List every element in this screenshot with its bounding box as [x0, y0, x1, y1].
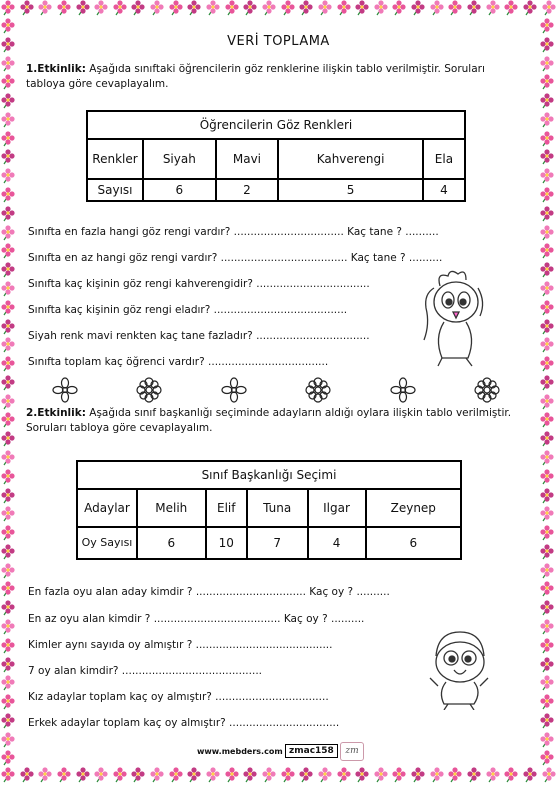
page-border-bottom: [0, 767, 557, 785]
border-flower-icon: [0, 619, 16, 635]
eye-count-cell: 4: [423, 179, 465, 201]
border-flower-icon: [112, 0, 128, 16]
border-flower-icon: [0, 225, 16, 241]
border-flower-icon: [539, 225, 555, 241]
border-flower-icon: [539, 488, 555, 504]
border-flower-icon: [0, 337, 16, 353]
border-flower-icon: [224, 0, 240, 16]
election-table-row-header-votes: Oy Sayısı: [77, 527, 137, 559]
border-flower-icon: [205, 767, 221, 783]
border-flower-icon: [0, 450, 16, 466]
eye-color-cell: Ela: [423, 139, 465, 179]
border-flower-icon: [0, 0, 16, 16]
border-flower-icon: [539, 56, 555, 72]
border-flower-icon: [541, 767, 557, 783]
border-flower-icon: [298, 767, 314, 783]
chick-illustration: [420, 268, 492, 368]
border-flower-icon: [429, 0, 445, 16]
border-flower-icon: [0, 56, 16, 72]
border-flower-icon: [391, 0, 407, 16]
border-flower-icon: [0, 544, 16, 560]
border-flower-icon: [447, 0, 463, 16]
activity1-instructions: [26, 62, 516, 92]
border-flower-icon: [0, 431, 16, 447]
border-flower-icon: [373, 767, 389, 783]
question-line: En fazla oyu alan aday kimdir ? ................................. Kaç oy ? ..........: [28, 586, 390, 598]
border-flower-icon: [37, 0, 53, 16]
border-flower-icon: [0, 469, 16, 485]
border-flower-icon: [539, 187, 555, 203]
question-line: Sınıfta en fazla hangi göz rengi vardır? ................................. Kaç tane ? ..........: [28, 226, 439, 238]
border-flower-icon: [539, 149, 555, 165]
question-line: Siyah renk mavi renkten kaç tane fazladır? ..................................: [28, 330, 370, 342]
border-flower-icon: [539, 675, 555, 691]
border-flower-icon: [466, 767, 482, 783]
border-flower-icon: [205, 0, 221, 16]
border-flower-icon: [539, 300, 555, 316]
vote-cell: 6: [366, 527, 461, 559]
border-flower-icon: [539, 37, 555, 53]
question-line: Erkek adaylar toplam kaç oy almıştır? .................................: [28, 717, 340, 729]
eye-color-table: [86, 110, 466, 202]
pilot-chick-illustration: [426, 626, 492, 710]
border-flower-icon: [130, 0, 146, 16]
border-flower-icon: [186, 0, 202, 16]
border-flower-icon: [539, 394, 555, 410]
border-flower-icon: [539, 638, 555, 654]
page-border-left: [0, 18, 18, 767]
footer: [22, 744, 535, 760]
page-title: VERİ TOPLAMA: [227, 34, 330, 49]
border-flower-icon: [373, 0, 389, 16]
border-flower-icon: [0, 281, 16, 297]
border-flower-icon: [0, 600, 16, 616]
border-flower-icon: [0, 412, 16, 428]
border-flower-icon: [0, 657, 16, 673]
footer-logo: zm: [340, 742, 364, 761]
eye-color-cell: Kahverengi: [278, 139, 423, 179]
border-flower-icon: [0, 112, 16, 128]
flower-divider: [52, 377, 500, 403]
border-flower-icon: [0, 525, 16, 541]
election-table: [76, 460, 462, 560]
border-flower-icon: [317, 767, 333, 783]
border-flower-icon: [75, 0, 91, 16]
footer-code-badge: zmac158: [285, 744, 338, 758]
border-flower-icon: [37, 767, 53, 783]
border-flower-icon: [0, 93, 16, 109]
border-flower-icon: [485, 767, 501, 783]
question-line: Sınıfta toplam kaç öğrenci vardır? ....................................: [28, 356, 329, 368]
border-flower-icon: [261, 0, 277, 16]
border-flower-icon: [168, 0, 184, 16]
eye-color-cell: Siyah: [143, 139, 216, 179]
border-flower-icon: [539, 657, 555, 673]
eye-count-cell: 6: [143, 179, 216, 201]
border-flower-icon: [93, 767, 109, 783]
border-flower-icon: [0, 488, 16, 504]
border-flower-icon: [224, 767, 240, 783]
candidate-cell: Ilgar: [308, 489, 366, 527]
border-flower-icon: [539, 319, 555, 335]
border-flower-icon: [539, 750, 555, 766]
border-flower-icon: [522, 0, 538, 16]
page-border-right: [539, 18, 557, 767]
border-flower-icon: [56, 0, 72, 16]
activity2-text: Aşağıda sınıf başkanlığı seçiminde adayların aldığı oylara ilişkin tablo verilmiştir. Soruları tabloya göre cevaplayalım.: [26, 407, 512, 434]
border-flower-icon: [0, 18, 16, 34]
border-flower-icon: [280, 767, 296, 783]
border-flower-icon: [539, 506, 555, 522]
flower-icon: [474, 377, 500, 403]
question-line: 7 oy alan kimdir? ..........................................: [28, 665, 262, 677]
border-flower-icon: [0, 767, 16, 783]
border-flower-icon: [539, 281, 555, 297]
question-line: Sınıfta kaç kişinin göz rengi kahverengidir? ..................................: [28, 278, 370, 290]
flower-icon: [221, 377, 247, 403]
border-flower-icon: [539, 131, 555, 147]
border-flower-icon: [539, 243, 555, 259]
border-flower-icon: [539, 412, 555, 428]
border-flower-icon: [0, 506, 16, 522]
border-flower-icon: [0, 206, 16, 222]
vote-cell: 4: [308, 527, 366, 559]
border-flower-icon: [0, 37, 16, 53]
border-flower-icon: [539, 732, 555, 748]
border-flower-icon: [0, 750, 16, 766]
border-flower-icon: [539, 469, 555, 485]
page-border-top: [0, 0, 557, 18]
border-flower-icon: [0, 131, 16, 147]
border-flower-icon: [539, 544, 555, 560]
border-flower-icon: [539, 563, 555, 579]
flower-icon: [305, 377, 331, 403]
border-flower-icon: [466, 0, 482, 16]
border-flower-icon: [261, 767, 277, 783]
border-flower-icon: [19, 767, 35, 783]
border-flower-icon: [485, 0, 501, 16]
eye-table-title: Öğrencilerin Göz Renkleri: [87, 111, 465, 139]
border-flower-icon: [522, 767, 538, 783]
border-flower-icon: [19, 0, 35, 16]
vote-cell: 10: [206, 527, 247, 559]
border-flower-icon: [317, 0, 333, 16]
eye-color-cell: Mavi: [216, 139, 279, 179]
border-flower-icon: [0, 581, 16, 597]
border-flower-icon: [539, 112, 555, 128]
border-flower-icon: [93, 0, 109, 16]
question-line: Kimler aynı sayıda oy almıştır ? .........................................: [28, 639, 333, 651]
border-flower-icon: [541, 0, 557, 16]
border-flower-icon: [354, 0, 370, 16]
border-flower-icon: [354, 767, 370, 783]
border-flower-icon: [186, 767, 202, 783]
border-flower-icon: [0, 638, 16, 654]
eye-count-cell: 5: [278, 179, 423, 201]
border-flower-icon: [280, 0, 296, 16]
border-flower-icon: [539, 713, 555, 729]
flower-icon: [390, 377, 416, 403]
eye-count-cell: 2: [216, 179, 279, 201]
border-flower-icon: [0, 262, 16, 278]
border-flower-icon: [0, 149, 16, 165]
border-flower-icon: [0, 732, 16, 748]
border-flower-icon: [242, 0, 258, 16]
candidate-cell: Elif: [206, 489, 247, 527]
border-flower-icon: [0, 694, 16, 710]
eye-table-row-header-counts: Sayısı: [87, 179, 143, 201]
vote-cell: 6: [137, 527, 206, 559]
border-flower-icon: [0, 713, 16, 729]
border-flower-icon: [0, 74, 16, 90]
border-flower-icon: [168, 767, 184, 783]
border-flower-icon: [539, 168, 555, 184]
activity2-label: 2.Etkinlik:: [26, 407, 86, 419]
border-flower-icon: [242, 767, 258, 783]
border-flower-icon: [539, 581, 555, 597]
border-flower-icon: [298, 0, 314, 16]
border-flower-icon: [0, 187, 16, 203]
border-flower-icon: [75, 767, 91, 783]
border-flower-icon: [0, 563, 16, 579]
border-flower-icon: [539, 450, 555, 466]
border-flower-icon: [539, 337, 555, 353]
eye-table-row-header-colors: Renkler: [87, 139, 143, 179]
question-line: Sınıfta en az hangi göz rengi vardır? ...................................... Kaç tane ? ..........: [28, 252, 443, 264]
vote-cell: 7: [247, 527, 308, 559]
activity1-text: Aşağıda sınıftaki öğrencilerin göz renklerine ilişkin tablo verilmiştir. Soruları tabloya göre cevaplayalım.: [26, 63, 485, 90]
activity1-label: 1.Etkinlik:: [26, 63, 86, 75]
border-flower-icon: [539, 74, 555, 90]
border-flower-icon: [0, 356, 16, 372]
border-flower-icon: [503, 767, 519, 783]
border-flower-icon: [429, 767, 445, 783]
border-flower-icon: [539, 694, 555, 710]
flower-icon: [136, 377, 162, 403]
border-flower-icon: [0, 394, 16, 410]
border-flower-icon: [539, 206, 555, 222]
border-flower-icon: [149, 767, 165, 783]
border-flower-icon: [56, 767, 72, 783]
border-flower-icon: [539, 525, 555, 541]
worksheet: [22, 22, 535, 763]
election-table-title: Sınıf Başkanlığı Seçimi: [77, 461, 461, 489]
border-flower-icon: [539, 93, 555, 109]
border-flower-icon: [539, 18, 555, 34]
border-flower-icon: [0, 675, 16, 691]
border-flower-icon: [447, 767, 463, 783]
border-flower-icon: [336, 767, 352, 783]
candidate-cell: Melih: [137, 489, 206, 527]
border-flower-icon: [539, 431, 555, 447]
border-flower-icon: [112, 767, 128, 783]
border-flower-icon: [503, 0, 519, 16]
border-flower-icon: [0, 168, 16, 184]
border-flower-icon: [391, 767, 407, 783]
border-flower-icon: [0, 375, 16, 391]
border-flower-icon: [410, 0, 426, 16]
border-flower-icon: [0, 300, 16, 316]
border-flower-icon: [539, 262, 555, 278]
question-line: Sınıfta kaç kişinin göz rengi eladır? ........................................: [28, 304, 348, 316]
border-flower-icon: [539, 600, 555, 616]
border-flower-icon: [336, 0, 352, 16]
border-flower-icon: [539, 619, 555, 635]
border-flower-icon: [539, 375, 555, 391]
activity2-instructions: [26, 406, 516, 436]
border-flower-icon: [0, 319, 16, 335]
candidate-cell: Zeynep: [366, 489, 461, 527]
question-line: Kız adaylar toplam kaç oy almıştır? ..................................: [28, 691, 329, 703]
footer-site: www.mebders.com: [197, 747, 283, 756]
election-table-row-header-candidates: Adaylar: [77, 489, 137, 527]
border-flower-icon: [0, 243, 16, 259]
border-flower-icon: [130, 767, 146, 783]
border-flower-icon: [410, 767, 426, 783]
question-line: En az oyu alan kimdir ? ...................................... Kaç oy ? ..........: [28, 613, 365, 625]
border-flower-icon: [539, 356, 555, 372]
border-flower-icon: [149, 0, 165, 16]
candidate-cell: Tuna: [247, 489, 308, 527]
flower-icon: [52, 377, 78, 403]
